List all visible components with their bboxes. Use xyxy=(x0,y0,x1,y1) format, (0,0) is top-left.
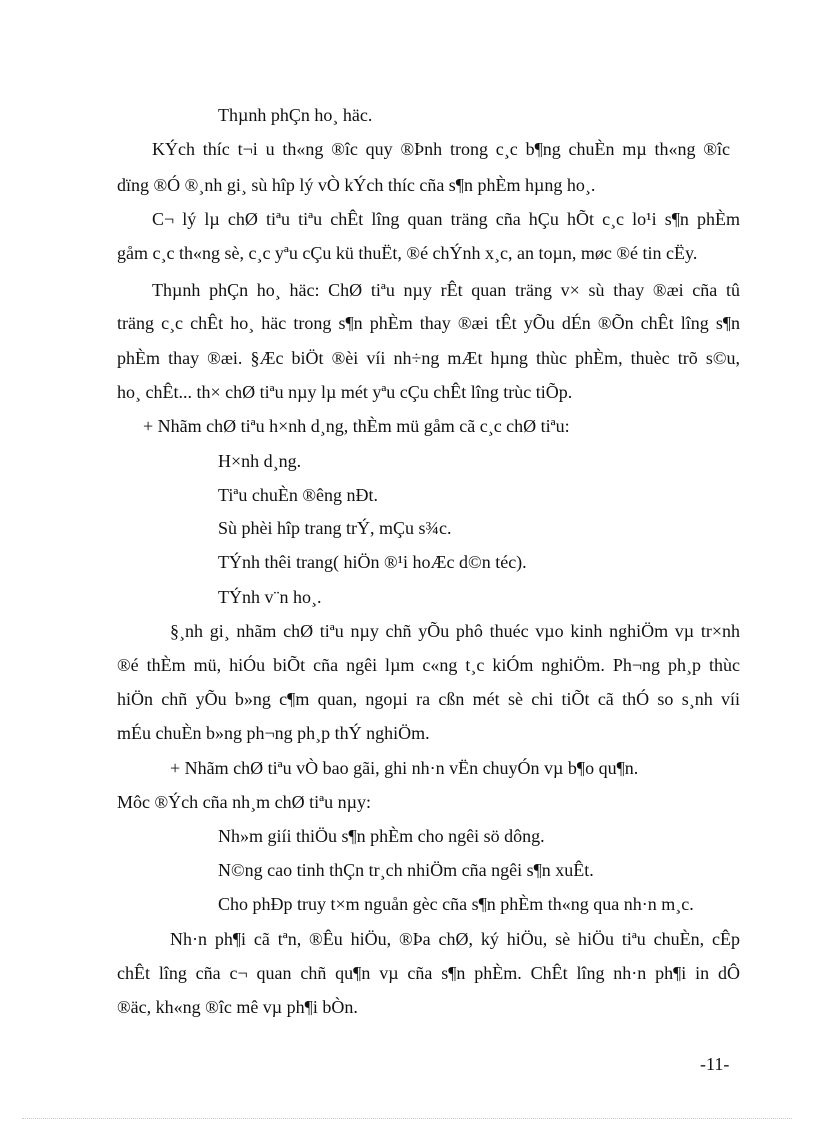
paragraph-line: träng c¸c chÊt ho¸ häc trong s¶n phÈm thay ®æi tÊt yÕu dÉn ®Õn chÊt lîng s¶n xyxy=(117,313,740,333)
paragraph-line: dïng ®Ó ®¸nh gi¸ sù hîp lý vÒ kÝch thíc cña s¶n phÈm hµng ho¸. xyxy=(117,175,596,195)
section-heading: + Nhãm chØ tiªu vÒ bao gãi, ghi nh·n vËn chuyÓn vµ b¶o qu¶n. xyxy=(170,758,639,778)
paragraph-line: C¬ lý lµ chØ tiªu tiªu chÊt lîng quan träng cña hÇu hÕt c¸c lo¹i s¶n phÈm xyxy=(152,209,740,229)
list-item: Sù phèi hîp trang trÝ, mÇu s¾c. xyxy=(218,518,452,538)
paragraph-line: gåm c¸c th«ng sè, c¸c yªu cÇu kü thuËt, ®é chÝnh x¸c, an toµn, møc ®é tin cËy. xyxy=(117,243,698,263)
paragraph-line: ho¸ chÊt... th× chØ tiªu nµy lµ mét yªu cÇu chÊt lîng trùc tiÕp. xyxy=(117,382,573,402)
paragraph-line: §¸nh gi¸ nhãm chØ tiªu nµy chñ yÕu phô thuéc vµo kinh nghiÖm vµ tr×nh xyxy=(170,621,740,641)
paragraph-line: hiÖn chñ yÕu b»ng c¶m quan, ngoµi ra cßn mét sè chi tiÕt cã thÓ so s¸nh víi xyxy=(117,689,740,709)
section-heading: + Nhãm chØ tiªu h×nh d¸ng, thÈm mü gåm cã c¸c chØ tiªu: xyxy=(143,416,570,436)
list-item: N©ng cao tinh thÇn tr¸ch nhiÖm cña ngêi s¶n xuÊt. xyxy=(218,860,594,880)
paragraph-line: Môc ®Ých cña nh¸m chØ tiªu nµy: xyxy=(117,792,371,812)
list-item: H×nh d¸ng. xyxy=(218,451,302,471)
list-item: TÝnh v¨n ho¸. xyxy=(218,587,322,607)
paragraph-line: KÝch thíc t¬i u th«ng ®îc quy ®Þnh trong c¸c b¶ng chuÈn mµ th«ng ®îc xyxy=(152,139,730,159)
paragraph-line: ®äc, kh«ng ®îc mê vµ ph¶i bÒn. xyxy=(117,997,358,1017)
paragraph-line: ®é thÈm mü, hiÓu biÕt cña ngêi lµm c«ng t¸c kiÓm nghiÖm. Ph¬ng ph¸p thùc xyxy=(117,655,740,675)
paragraph-line: chÊt lîng cña c¬ quan chñ qu¶n vµ cña s¶n phÈm. ChÊt lîng nh·n ph¶i in dÔ xyxy=(117,963,740,983)
paragraph-line: Thµnh phÇn ho¸ häc: ChØ tiªu nµy rÊt quan träng v× sù thay ®æi cña tû xyxy=(152,280,740,300)
list-item: Nh»m giíi thiÖu s¶n phÈm cho ngêi sö dông. xyxy=(218,826,545,846)
paragraph-line: mÉu chuÈn b»ng ph¬ng ph¸p thÝ nghiÖm. xyxy=(117,723,430,743)
list-item: TÝnh thêi trang( hiÖn ®¹i hoÆc d©n téc). xyxy=(218,552,527,572)
paragraph-line: phÈm thay ®æi. §Æc biÖt ®èi víi nh÷ng mÆt hµng thùc phÈm, thuèc trõ s©u, xyxy=(117,348,740,368)
page-number: -11- xyxy=(700,1054,730,1074)
list-item: Thµnh phÇn ho¸ häc. xyxy=(218,105,373,125)
footer-divider xyxy=(22,1118,792,1119)
list-item: Tiªu chuÈn ®êng nÐt. xyxy=(218,485,378,505)
list-item: Cho phÐp truy t×m nguån gèc cña s¶n phÈm th«ng qua nh·n m¸c. xyxy=(218,894,694,914)
paragraph-line: Nh·n ph¶i cã tªn, ®Êu hiÖu, ®Þa chØ, ký hiÖu, sè hiÖu tiªu chuÈn, cÊp xyxy=(170,929,740,949)
